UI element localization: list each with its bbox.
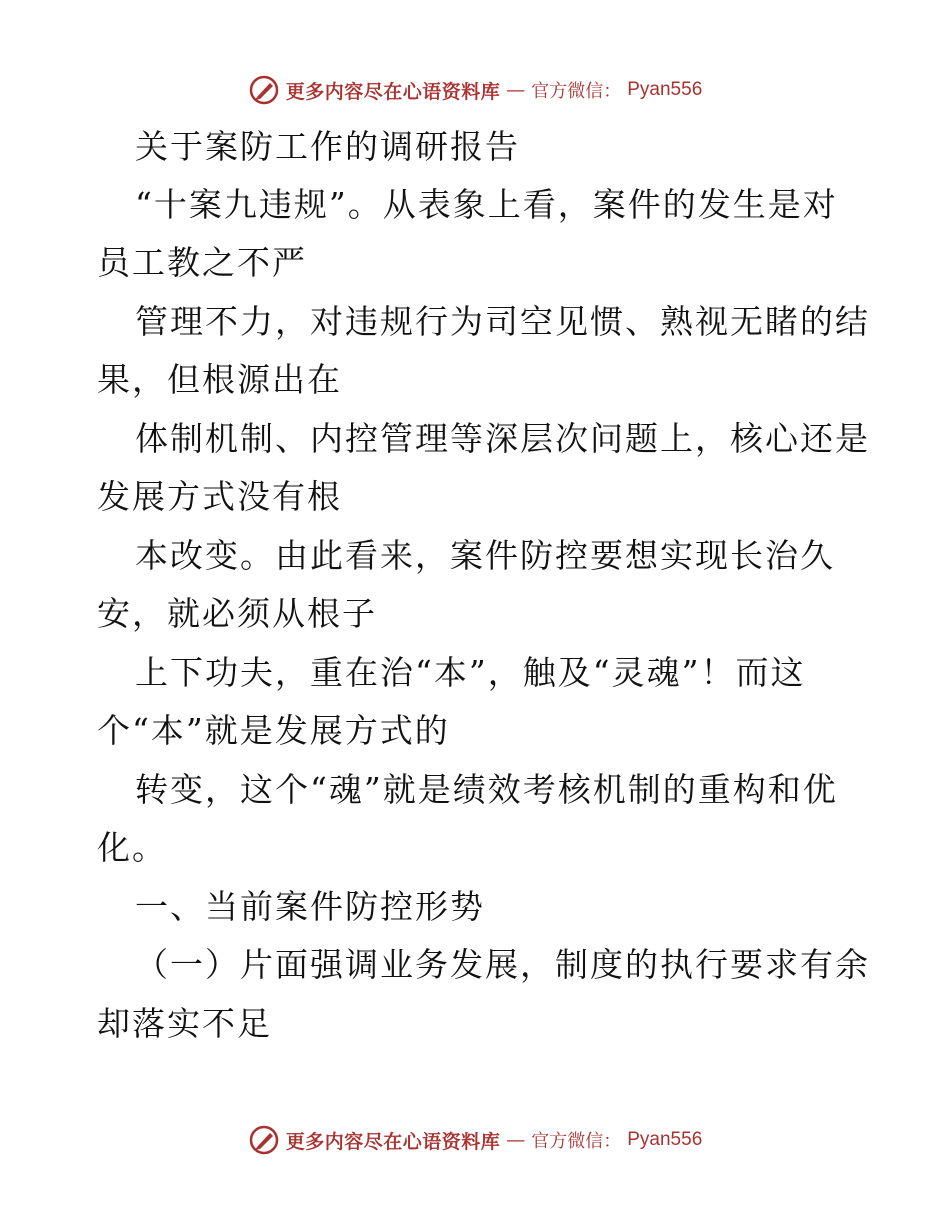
paragraph-line: “十案九违规”。从表象上看，案件的发生是对	[135, 185, 838, 224]
watermark-wechat-id: Pyan556	[627, 79, 703, 100]
watermark-official-label: 官方微信：	[531, 1131, 622, 1152]
subsection-heading: （一）片面强调业务发展，制度的执行要求有余	[135, 945, 870, 984]
paragraph-line: 发展方式没有根	[97, 477, 342, 516]
footer-watermark	[0, 1120, 950, 1160]
paragraph-line: 体制机制、内控管理等深层次问题上，核心还是	[135, 419, 870, 458]
paragraph-line: 上下功夫，重在治“本”，触及“灵魂”！而这	[135, 653, 806, 692]
document-title: 关于案防工作的调研报告	[135, 127, 520, 166]
paragraph-line: 果，但根源出在	[97, 360, 342, 399]
watermark-dash: —	[506, 1129, 526, 1151]
paragraph-line: 安，就必须从根子	[97, 594, 377, 633]
section-heading: 一、当前案件防控形势	[135, 887, 485, 926]
pen-logo-icon	[248, 74, 280, 106]
watermark-site-name: 更多内容尽在心语资料库	[285, 1130, 501, 1153]
watermark-site-name: 更多内容尽在心语资料库	[285, 80, 501, 103]
paragraph-line: 本改变。由此看来，案件防控要想实现长治久	[135, 536, 835, 575]
header-watermark	[0, 70, 950, 110]
paragraph-line: 管理不力，对违规行为司空见惯、熟视无睹的结	[135, 302, 870, 341]
paragraph-line: 转变，这个“魂”就是绩效考核机制的重构和优	[135, 770, 838, 809]
paragraph-line: 个“本”就是发展方式的	[97, 711, 450, 750]
paragraph-line: 员工教之不严	[97, 243, 307, 282]
paragraph-line: 却落实不足	[97, 1004, 272, 1043]
watermark-dash: —	[506, 79, 526, 101]
watermark-official-label: 官方微信：	[531, 81, 622, 102]
watermark-wechat-id: Pyan556	[627, 1129, 703, 1150]
pen-logo-icon	[248, 1124, 280, 1156]
paragraph-line: 化。	[97, 828, 167, 867]
